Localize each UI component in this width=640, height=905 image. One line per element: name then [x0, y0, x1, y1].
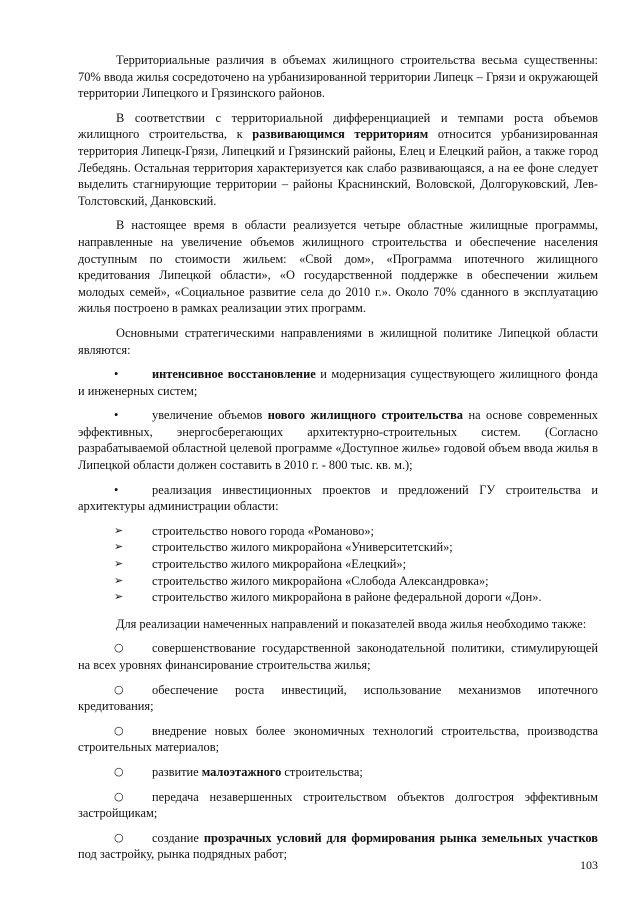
circle-marker-icon: ○	[114, 682, 124, 696]
bullet-marker: •	[114, 367, 119, 382]
circle-item-low-rise: ○ развитие малоэтажного строительства;	[114, 764, 363, 779]
circle-item-technologies: ○ внедрение новых более экономичных технологий строительства, производства строительных материалов;	[78, 723, 598, 755]
list-item: ➢ строительство жилого микрорайона «Слобода Александровка»;	[114, 573, 489, 588]
bold-developing-territories: развивающимся территориям	[252, 127, 429, 142]
circle-marker-icon: ○	[114, 789, 124, 803]
page-number: 103	[580, 858, 598, 872]
list-item: ➢ строительство жилого микрорайона «Университетский»;	[114, 540, 453, 555]
arrow-marker-icon: ➢	[114, 523, 124, 537]
arrow-marker-icon: ➢	[114, 540, 124, 554]
circle-item-land-market: ○ создание прозрачных условий для формирования рынка земельных участков под застройку, рынка подрядных работ;	[78, 830, 599, 862]
circle-marker-icon: ○	[114, 641, 124, 655]
circle-marker-icon: ○	[114, 830, 124, 844]
circle-item-investment: ○ обеспечение роста инвестиций, использование механизмов ипотечного кредитования;	[78, 682, 598, 714]
paragraph-housing-programs: В настоящее время в области реализуется четыре областные жилищные программы, направленные на увеличение объемов жилищного строительства и обеспечение населения доступным по стоимости жильем: «Свой дом», «Программа ипотечного жилищного кредитования Липецкой области», «О государственной поддержке в обеспечении жильем молодых семей», «Социальное развитие села до 2010 г.». Около 70% сданного в эксплуатацию жилья построено в рамках реализации этих программ.	[78, 218, 598, 316]
project-list	[78, 523, 598, 606]
bullet-item-restoration: • интенсивное восстановление и модернизация существующего жилищного фонда и инженерных систем;	[78, 367, 598, 398]
circle-marker-icon: ○	[114, 723, 124, 737]
document-page	[78, 52, 598, 871]
list-item: ➢ строительство нового города «Романово»;	[114, 523, 374, 538]
bullet-item-investment-projects: • реализация инвестиционных проектов и предложений ГУ строительства и архитектуры администрации области:	[78, 482, 598, 514]
arrow-marker-icon: ➢	[114, 557, 124, 571]
list-item: ➢ строительство жилого микрорайона в районе федеральной дороги «Дон».	[114, 590, 542, 605]
bullet-marker: •	[114, 482, 119, 497]
paragraph-developing-territories: В соответствии с территориальной дифференциацией и темпами роста объемов жилищного строительства, к развивающимся территориям относится урбанизированная территория Липецк-Грязи, Липецкий и Грязинский районы, Елец и Елецкий район, а также город Лебедянь. Остальная территория характеризуется как слабо развивающаяся, а на ее фоне следует выделить стагнирующие территории – районы Краснинский, Воловской, Долгоруковский, Лев-Толстовский, Данковский.	[78, 110, 598, 208]
paragraph-strategic-directions: Основными стратегическими направлениями в жилищной политике Липецкой области являются:	[78, 325, 598, 357]
circle-marker-icon: ○	[114, 764, 124, 778]
circle-item-legislation: ○ совершенствование государственной законодательной политики, стимулирующей на всех уровнях финансирование строительства жилья;	[78, 641, 598, 672]
arrow-marker-icon: ➢	[114, 590, 124, 604]
bullet-marker: •	[114, 408, 119, 423]
circle-item-unfinished-objects: ○ передача незавершенных строительством объектов долгостроя эффективным застройщикам;	[78, 789, 598, 821]
arrow-marker-icon: ➢	[114, 573, 124, 587]
paragraph-requirements: Для реализации намеченных направлений и показателей ввода жилья необходимо также:	[116, 616, 587, 631]
bullet-item-new-construction: • увеличение объемов нового жилищного строительства на основе современных эффективных, энергосберегающих архитектурно-строительных систем. (Согласно разрабатываемой областной целевой программе «Доступное жилье» годовой объем ввода жилья в Липецкой области должен составить в 2010 г. - 800 тыс. кв. м.);	[78, 408, 598, 473]
paragraph-territorial-differences: Территориальные различия в объемах жилищного строительства весьма существенны: 70% ввода жилья сосредоточено на урбанизированной территории Липецк – Грязи и окружающей территории Липецкого и Грязинского районов.	[78, 53, 598, 101]
list-item: ➢ строительство жилого микрорайона «Елецкий»;	[114, 557, 407, 572]
